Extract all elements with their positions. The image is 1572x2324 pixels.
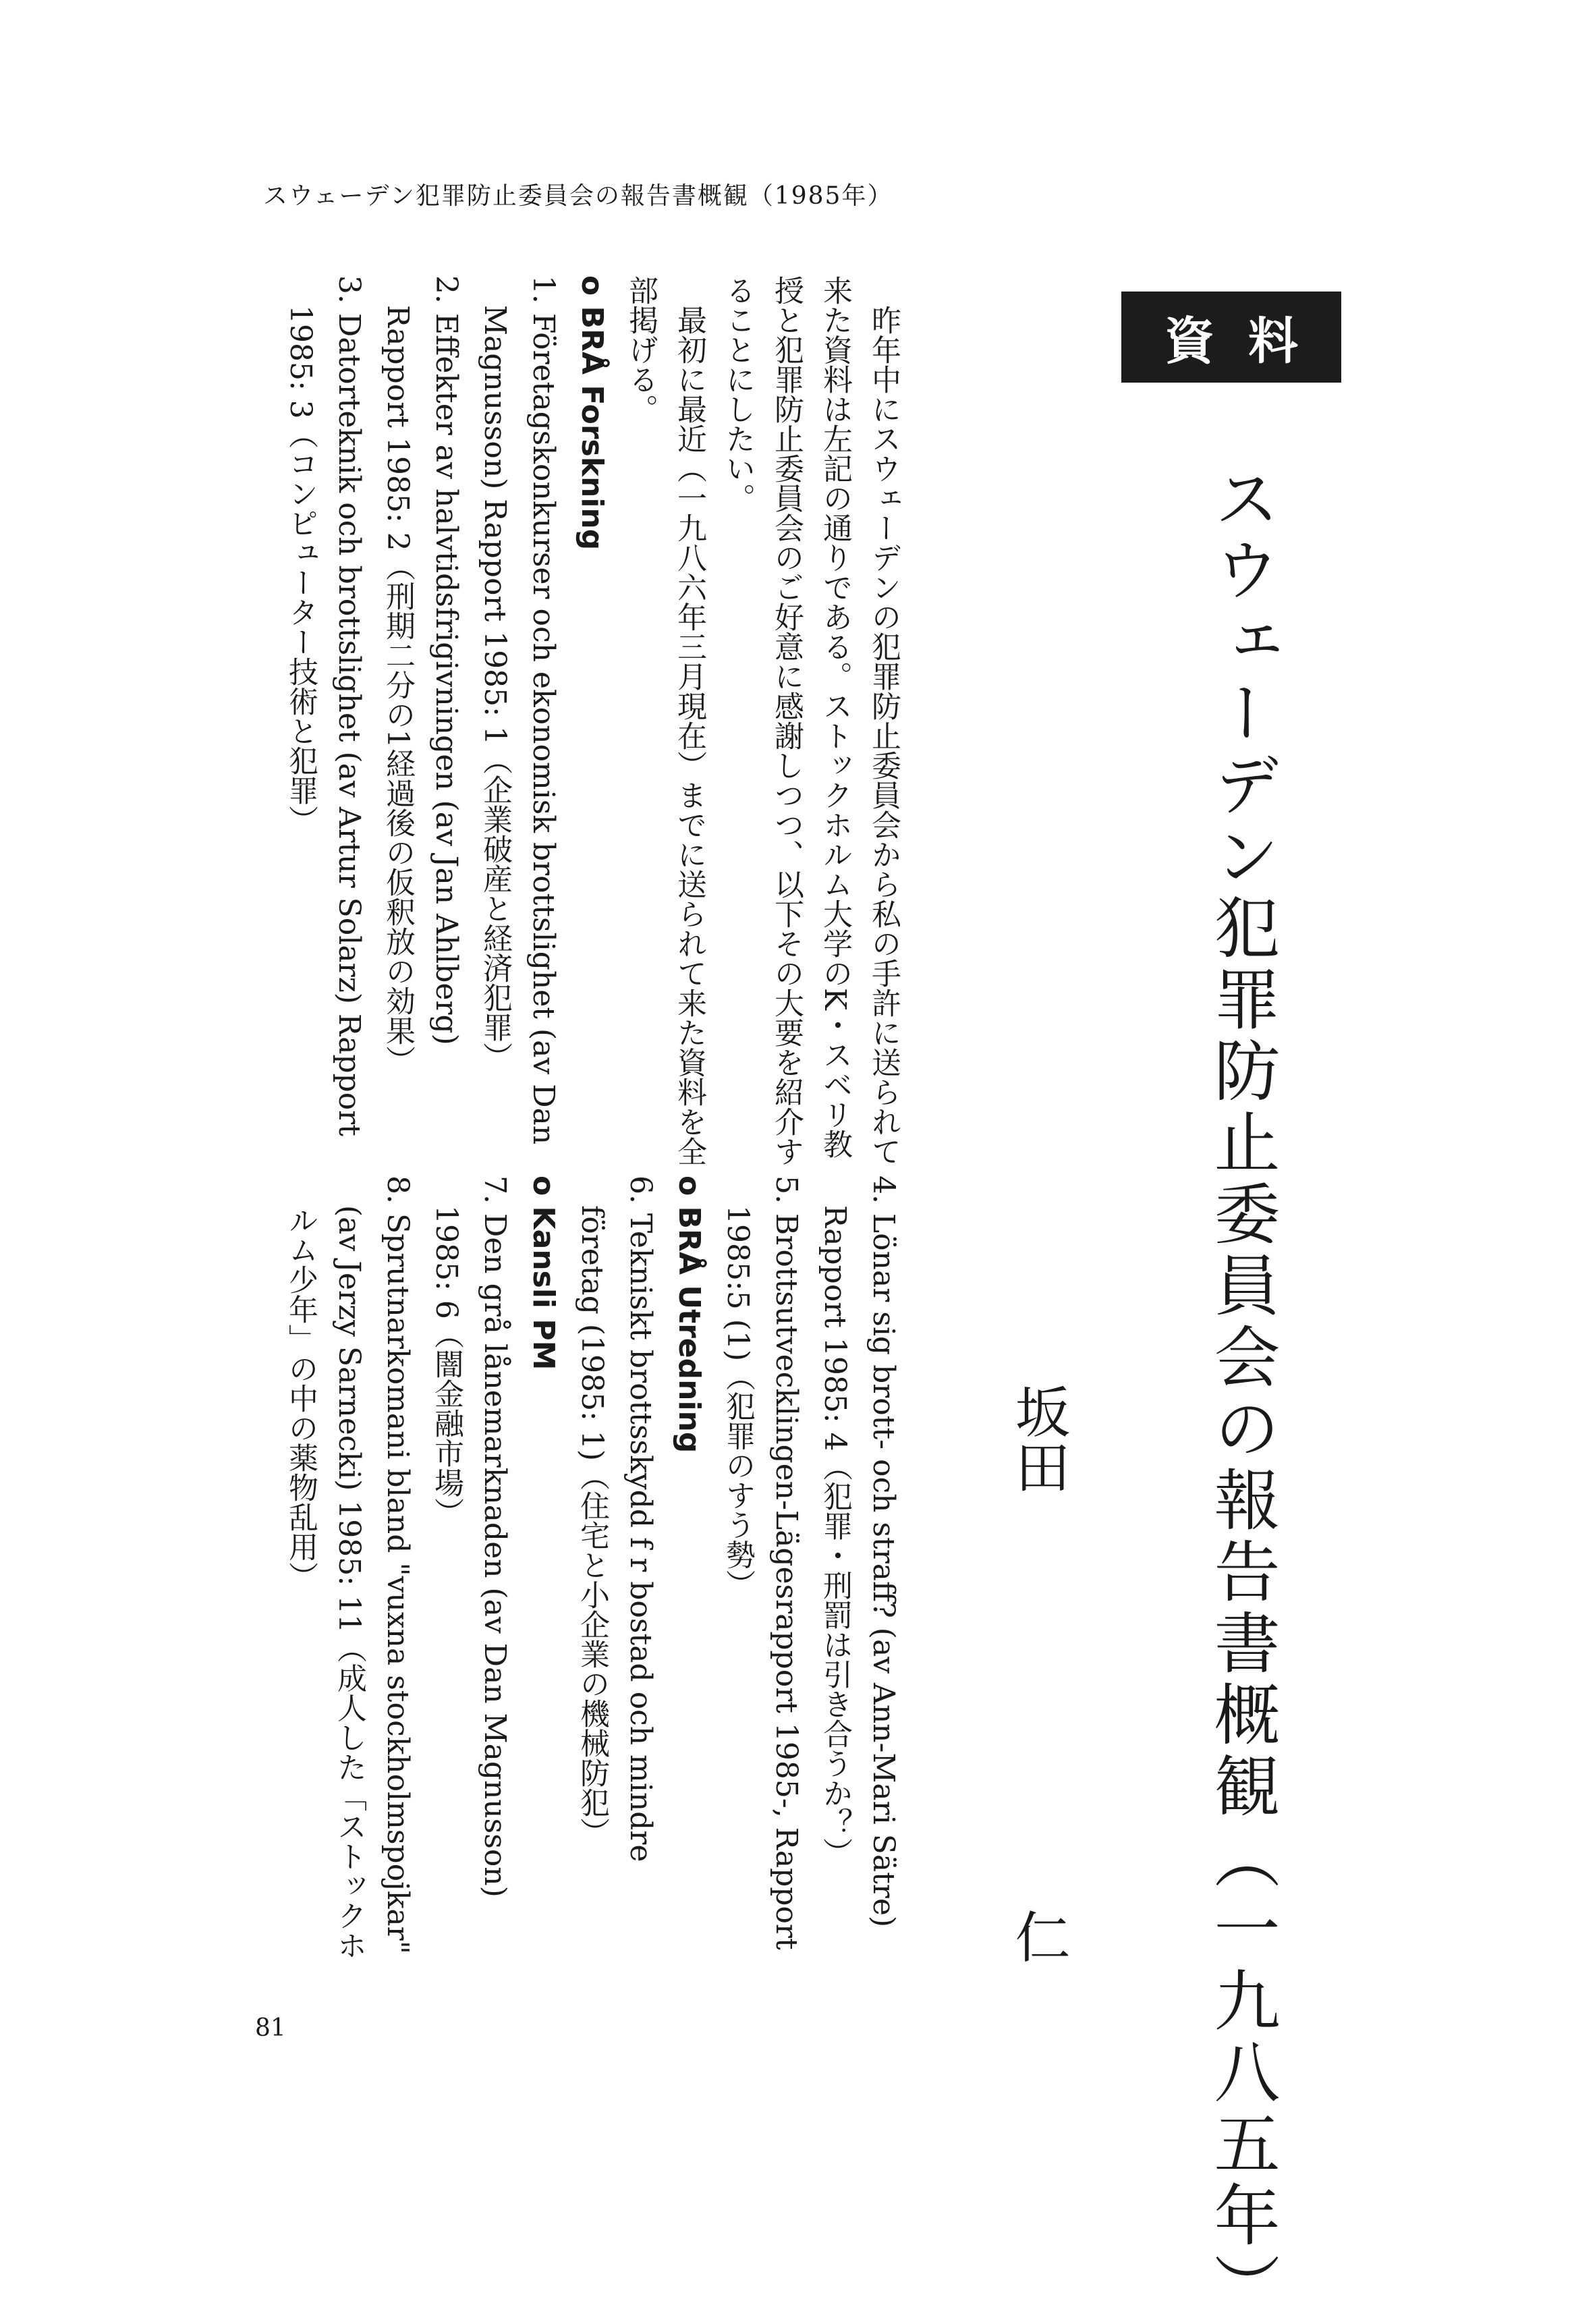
intro-paragraph: 昨年中にスウェーデンの犯罪防止委員会から私の手許に送られて来た資料は左記の通りである。ストックホルム大学のK・スベリ教授と犯罪防止委員会のご好意に感謝しつつ、以下その大要を紹介することにしたい。 [721,275,901,1166]
list-item: 8. Sprutnarkomani bland "vuxna stockholmspojkar" (av Jerzy Sarnecki) 1985: 11（成人した「ストックホルム少年」の中の薬物乱用） [283,1175,415,1960]
section-label: 資料 [1164,312,1332,370]
section-heading-forskning: o BRÅ Forskning [575,275,609,551]
list-item: 3. Datorteknik och brottslighet (av Artur Solarz) Rapport 1985: 3（コンピューター技術と犯罪） [283,275,366,1136]
list-item: 5. Brottsutvecklingen-Lägesrapport 1985-, Rapport 1985:5 (1)（犯罪のすう勢） [721,1175,804,1950]
list-item: 6. Tekniskt brottsskydd f r bostad och mindre företag (1985: 1)（住宅と小企業の機械防犯） [575,1175,658,1862]
body-column-top [223,275,907,1173]
article-title: スウェーデン犯罪防止委員会の報告書概観（一九八五年） [1203,464,1280,2324]
body-column-bottom [223,1175,907,1975]
page-number: 81 [255,2014,286,2042]
list-item: 4. Lönar sig brott- och straff? (av Ann-Mari Sätre) Rapport 1985: 4（犯罪・刑罰は引き合うか？） [818,1175,901,1928]
list-item: 2. Effekter av halvtidsfrigivningen (av Jan Ahlberg) Rapport 1985: 2（刑期二分の1経過後の仮釈放の効果） [381,275,464,1075]
section-label-box [1121,292,1341,383]
section-heading-utredning: o BRÅ Utredning [672,1175,706,1454]
author-family-name: 坂田 [1006,1383,1070,1494]
author-given-name: 仁 [1006,1908,1070,1964]
author-name [999,1383,1077,1964]
intro-paragraph: 最初に最近（一九八六年三月現在）までに送られて来た資料を全部掲げる。 [623,275,706,1166]
section-heading-kansli: o Kansli PM [526,1175,561,1371]
list-item: 1. Företagskonkurser och ekonomisk brottslighet (av Dan Magnusson) Rapport 1985: 1（企業破産と経済犯罪） [478,275,561,1145]
running-head: スウェーデン犯罪防止委員会の報告書概観（1985年） [263,182,893,210]
list-item: 7. Den grå lånemarknaden (av Dan Magnusson) 1985: 6（闇金融市場） [429,1175,512,1898]
